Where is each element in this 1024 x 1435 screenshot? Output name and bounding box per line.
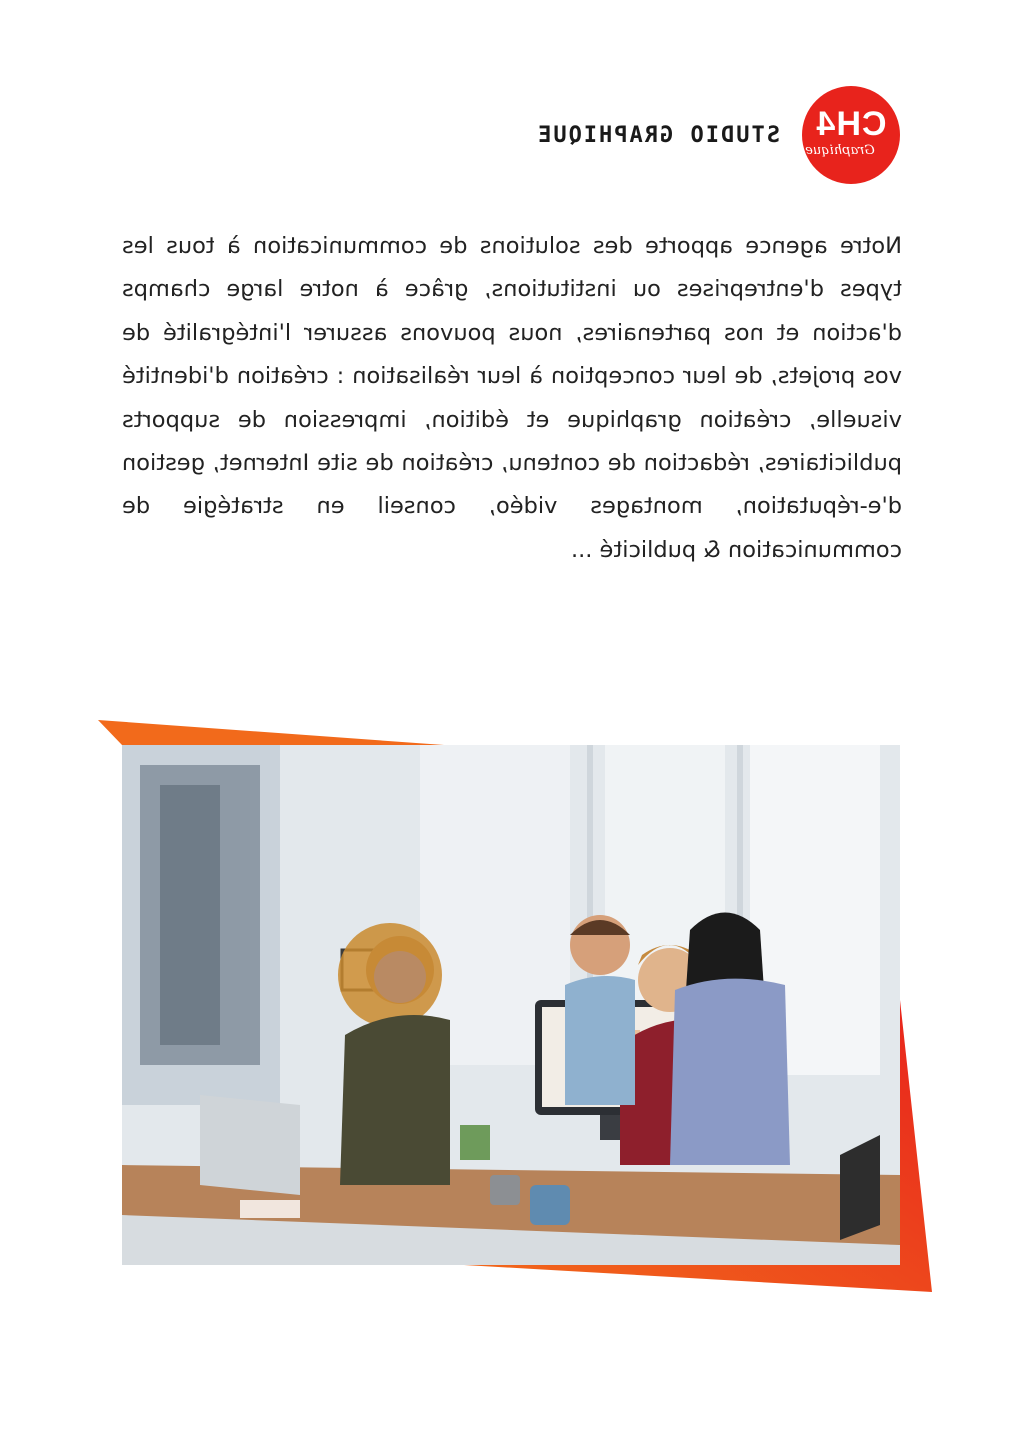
logo-mark: CH4: [815, 104, 887, 143]
office-team-photo: [122, 745, 900, 1265]
frame-bottom-wedge: [464, 1000, 932, 1292]
brand-logo: [802, 86, 900, 184]
brand-header: [480, 85, 900, 185]
logo-script: Graphique: [805, 142, 875, 158]
brand-name: STUDIO GRAPHIQUE: [536, 122, 780, 148]
frame-top-wedge: [98, 720, 444, 900]
intro-paragraph: Notre agence apporte des solutions de communication à tous les types d'entreprises ou institutions, grâce à notre large champs d'action et nos partenaires, nous pouvons assurer l'intégralité de vos projets, de leur conception à leur réalisation : création d'identité visuelle, création graphique et édition, impression de supports publicitaires, rédaction de contenu, création de site Internet, gestion d'e-réputation, montages vidéo, conseil en stratégie de communication & publicité ...: [122, 233, 902, 563]
